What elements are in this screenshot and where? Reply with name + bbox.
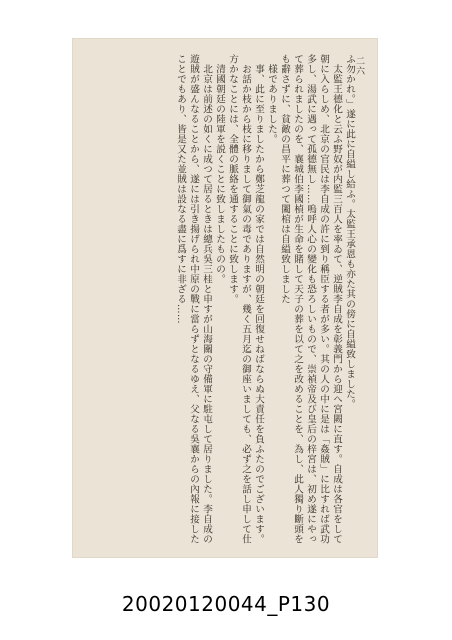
text-paragraph: 事、此に至りましたから鄭芝龍の家では自然明の朝廷を回復せねばならぬ大責任を負ふたのでございます。 (253, 63, 264, 544)
text-paragraph: 様でありました。 (266, 63, 277, 144)
text-paragraph: 清國朝廷の陸軍を説くことに致しましたものの。 (214, 63, 225, 284)
text-paragraph: 北京は前述の如くに成つて居るときは總兵吳三桂と申すが山海關の守備軍に駐屯して居りました。李自成の遊賊が盛んなることから、遂には引き揚げられ中原の戰に當らずとなるゆえ、父なる吳襄からの內報に接したことでもあり、皆是又た並賊は設なる盡に爲すに非ざる…… (175, 54, 212, 544)
image-id-caption: 20020120044_P130 (121, 592, 331, 616)
text-paragraph: お話か枝から枝に移りまして御氣の毒でありますが、幾く五月迄の御座いましても、必ず之を話し申して仕方かなことには、全體の脈絡を通することに致します。 (227, 54, 251, 544)
book-page (72, 38, 378, 558)
text-paragraph: 太監王德化と云ふ野奴が内監三百人を率ゐて、逆賊李自成を彰義門から迎へ宮闕に直す。自成は各官をして朝に入らしめ、北京の官民は李自成の許に到り稱臣する者が多い。其の人の中に是は「姦賊」に比すれば武功多し、湯武に遇って孤德無し……嗚呼人心の變化も恐ろしいもので、崇禎帝及び皇后の梓宮は、初め遂にやって葬られましたのを、襄城伯李國楨が生命を賭して天子の葬を以て之を改めることを、為し、此人獨り斷頭をも辭さずに、貧敵の昌平に葬つて闔棺は自縊致しました (279, 54, 342, 544)
text-paragraph: ふ勿かれ。」遂に此に自縊し給ふ。太監王承恩も亦た其の傍に自縊致しました。 (344, 54, 355, 410)
vertical-text-block (94, 54, 356, 544)
page-number: 二六 (354, 56, 364, 76)
